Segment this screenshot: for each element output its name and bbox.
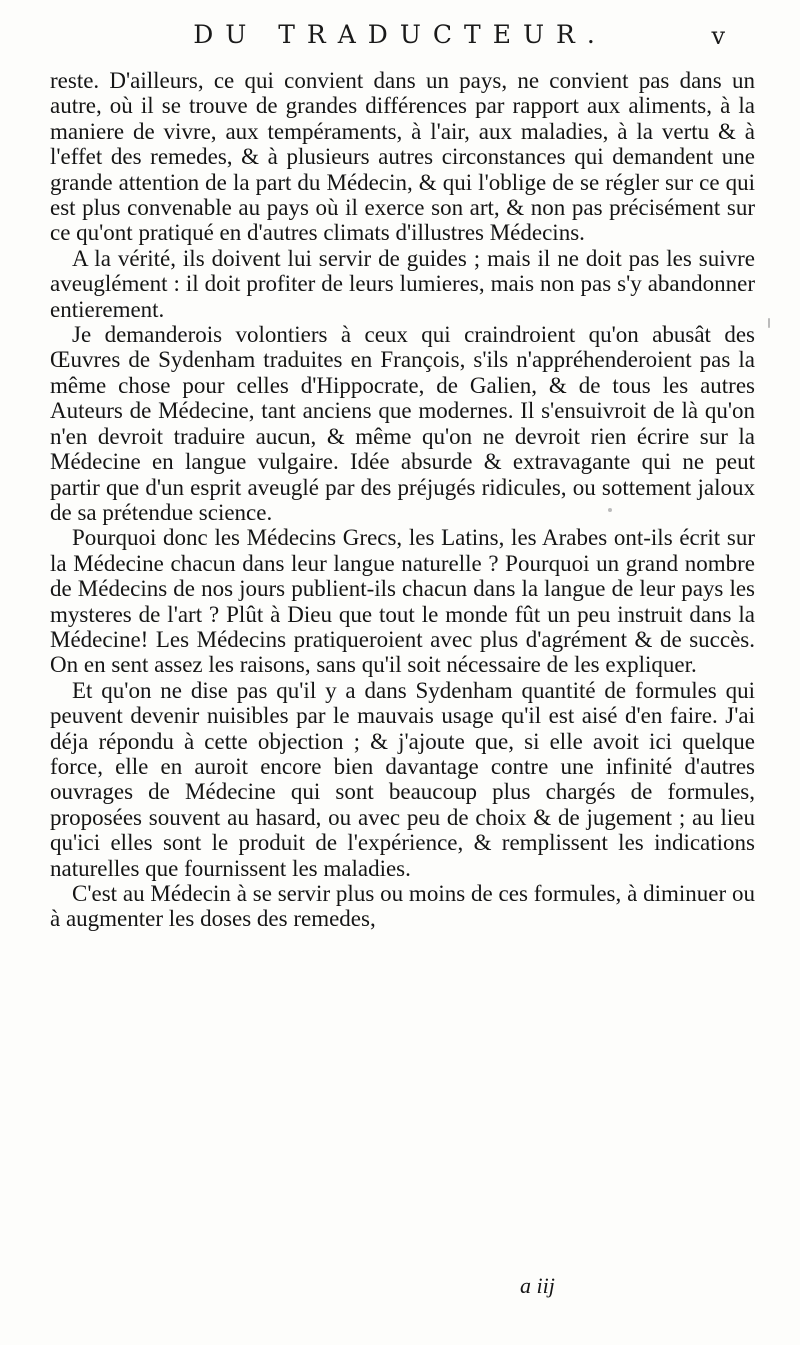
paper-speck [768,318,770,328]
page-number: v [711,22,725,50]
paper-speck [608,508,612,512]
page-header [100,20,725,70]
paragraph-1: reste. D'ailleurs, ce qui convient dans un pays, ne convient pas dans un autre, où il se trouve de grandes différences par rapport aux aliments, à la maniere de vivre, aux tempéraments, à l'air, aux maladies, à la vertu & à l'effet des remedes, & à plusieurs autres circonstances qui demandent une grande attention de la part du Médecin, & qui l'oblige de se régler sur ce qui est plus convenable au pays où il exerce son art, & non pas précisément sur ce qu'ont pratiqué en d'autres climats d'illustres Médecins. [50,68,755,246]
signature-mark: a iij [520,1273,555,1298]
body-text [50,68,755,932]
paragraph-4: Pourquoi donc les Médecins Grecs, les Latins, les Arabes ont-ils écrit sur la Médecine chacun dans leur langue naturelle ? Pourquoi un grand nombre de Médecins de nos jours publient-ils chacun dans la langue de leur pays les mysteres de l'art ? Plût à Dieu que tout le monde fût un peu instruit dans la Médecine! Les Médecins pratiqueroient avec plus d'agrément & de succès. On en sent assez les raisons, sans qu'il soit nécessaire de les expliquer. [50,525,755,678]
running-head: DU TRADUCTEUR. [193,20,607,49]
paragraph-6: C'est au Médecin à se servir plus ou moins de ces formules, à diminuer ou à augmenter les doses des remedes, [50,881,755,932]
paragraph-2: A la vérité, ils doivent lui servir de guides ; mais il ne doit pas les suivre aveuglément : il doit profiter de leurs lumieres, mais non pas s'y abandonner entierement. [50,245,755,322]
paragraph-3: Je demanderois volontiers à ceux qui craindroient qu'on abusât des Œuvres de Sydenham traduites en François, s'ils n'appréhenderoient pas la même chose pour celles d'Hippocrate, de Galien, & de tous les autres Auteurs de Médecine, tant anciens que modernes. Il s'ensuivroit de là qu'on n'en devroit traduire aucun, & même qu'on ne devroit rien écrire sur la Médecine en langue vulgaire. Idée absurde & extravagante qui ne peut partir que d'un esprit aveuglé par des préjugés ridicules, ou sottement jaloux de sa prétendue science. [50,322,755,525]
paragraph-5: Et qu'on ne dise pas qu'il y a dans Sydenham quantité de formules qui peuvent devenir nuisibles par le mauvais usage qu'il est aisé d'en faire. J'ai déja répondu à cette objection ; & j'ajoute que, si elle avoit ici quelque force, elle en auroit encore bien davantage contre une infinité d'autres ouvrages de Médecine qui sont beaucoup plus chargés de formules, proposées souvent au hasard, ou avec peu de choix & de jugement ; au lieu qu'ici elles sont le produit de l'expérience, & remplissent les indications naturelles que fournissent les maladies. [50,677,755,881]
